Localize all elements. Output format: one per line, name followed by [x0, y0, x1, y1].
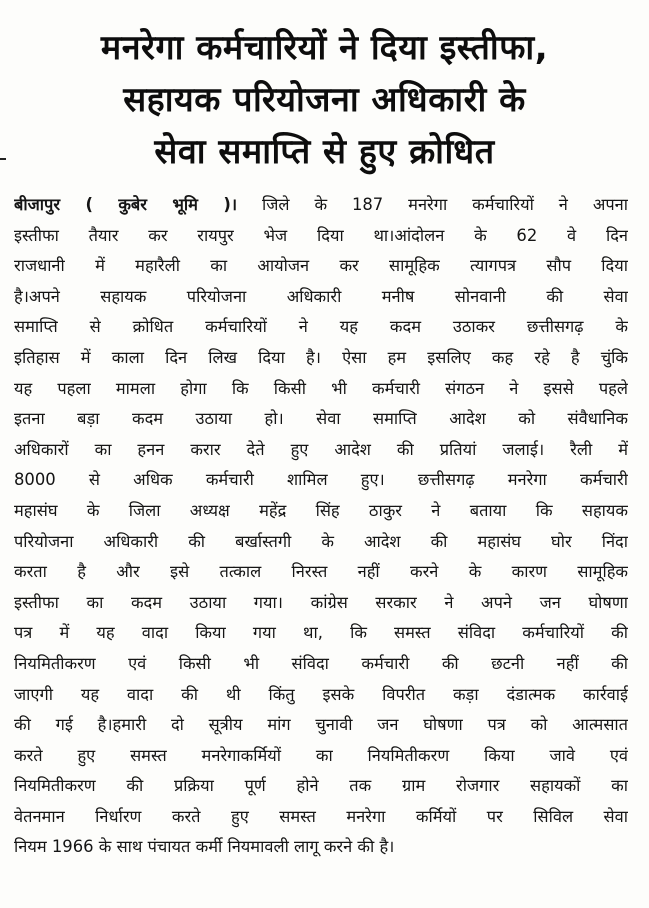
- article-line: जाएगी यह वादा की थी किंतु इसके विपरीत कड़ा दंडात्मक कार्रवाई: [14, 684, 628, 704]
- column-edge-mark: [0, 158, 6, 160]
- article-line: पत्र में यह वादा किया गया था, कि समस्त संविदा कर्मचारियों की: [14, 623, 628, 643]
- article-line: नियमितीकरण एवं किसी भी संविदा कर्मचारी की छटनी नहीं की: [14, 653, 628, 673]
- article-line: परियोजना अधिकारी की बर्खास्तगी के आदेश की महासंघ घोर निंदा: [14, 531, 628, 551]
- headline-line-2: सहायक परियोजना अधिकारी के: [123, 80, 526, 120]
- article-line: इस्तीफा का कदम उठाया गया। कांग्रेस सरकार ने अपने जन घोषणा: [14, 592, 628, 612]
- article-line: करता है और इसे तत्काल निरस्त नहीं करने के कारण सामूहिक: [14, 562, 628, 582]
- article-line: राजधानी में महारैली का आयोजन कर सामूहिक त्यागपत्र सौप दिया: [14, 256, 628, 276]
- article-line: यह पहला मामला होगा कि किसी भी कर्मचारी संगठन ने इससे पहले: [14, 378, 628, 398]
- article-line: 8000 से अधिक कर्मचारी शामिल हुए। छत्तीसगढ़ मनरेगा कर्मचारी: [14, 470, 628, 490]
- article-body: [14, 190, 628, 863]
- article-line: समाप्ति से क्रोधित कर्मचारियों ने यह कदम उठाकर छत्तीसगढ़ के: [14, 317, 628, 337]
- article-line: की गई है।हमारी दो सूत्रीय मांग चुनावी जन घोषणा पत्र को आत्मसात: [14, 715, 628, 735]
- article-line: नियमितीकरण की प्रक्रिया पूर्ण होने तक ग्राम रोजगार सहायकों का: [14, 776, 628, 796]
- dateline: बीजापुर ( कुबेर भूमि )।: [14, 195, 238, 214]
- article-line: है।अपने सहायक परियोजना अधिकारी मनीष सोनवानी की सेवा: [14, 286, 628, 306]
- article-line: इतिहास में काला दिन लिख दिया है। ऐसा हम इसलिए कह रहे है चुंकि: [14, 347, 628, 367]
- headline-line-3: सेवा समाप्ति से हुए क्रोधित: [154, 132, 495, 172]
- headline-line-1: मनरेगा कर्मचारियों ने दिया इस्तीफा,: [100, 28, 549, 68]
- article-line: महासंघ के जिला अध्यक्ष महेंद्र सिंह ठाकुर ने बताया कि सहायक: [14, 500, 628, 520]
- article-line: इस्तीफा तैयार कर रायपुर भेज दिया था।आंदोलन के 62 वे दिन: [14, 225, 628, 245]
- headline: [10, 22, 639, 178]
- article-line: अधिकारों का हनन करार देते हुए आदेश की प्रतियां जलाई। रैली में: [14, 439, 628, 459]
- article-line: नियम 1966 के साथ पंचायत कर्मी नियमावली लागू करने की है।: [14, 837, 395, 857]
- article-line: करते हुए समस्त मनरेगाकर्मियों का नियमितीकरण किया जावे एवं: [14, 745, 628, 765]
- article-line: इतना बड़ा कदम उठाया हो। सेवा समाप्ति आदेश को संवैधानिक: [14, 409, 628, 429]
- article-line: वेतनमान निर्धारण करते हुए समस्त मनरेगा कर्मियों पर सिविल सेवा: [14, 806, 628, 826]
- article-line: [14, 190, 628, 221]
- article-line-text: जिले के 187 मनरेगा कर्मचारियों ने अपना: [237, 195, 628, 214]
